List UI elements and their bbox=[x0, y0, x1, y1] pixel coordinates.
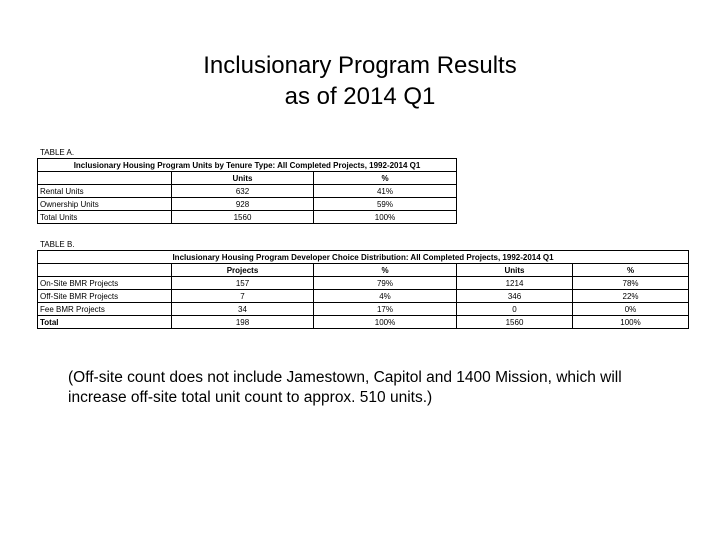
row-label: Off-Site BMR Projects bbox=[38, 290, 172, 303]
table-a-title: Inclusionary Housing Program Units by Tenure Type: All Completed Projects, 1992-2014 Q1 bbox=[38, 159, 457, 172]
table-row bbox=[38, 303, 689, 316]
table-a-header-units: Units bbox=[172, 172, 314, 185]
row-pct1: 4% bbox=[314, 290, 457, 303]
table-a-title-row bbox=[38, 159, 457, 172]
table-row bbox=[38, 211, 457, 224]
row-units: 346 bbox=[457, 290, 573, 303]
table-row-total bbox=[38, 316, 689, 329]
table-b-label: TABLE B. bbox=[40, 240, 75, 249]
footnote: (Off-site count does not include Jamestown, Capitol and 1400 Mission, which will increase off-site total unit count to approx. 510 units.) bbox=[68, 369, 622, 406]
table-b-header-projects: Projects bbox=[172, 264, 314, 277]
table-row bbox=[38, 198, 457, 211]
row-label: On-Site BMR Projects bbox=[38, 277, 172, 290]
row-pct2: 100% bbox=[573, 316, 689, 329]
slide-title-line2: as of 2014 Q1 bbox=[284, 83, 436, 110]
table-b-header-pct2: % bbox=[573, 264, 689, 277]
row-pct1: 79% bbox=[314, 277, 457, 290]
row-label: Ownership Units bbox=[38, 198, 172, 211]
row-label: Rental Units bbox=[38, 185, 172, 198]
row-pct: 100% bbox=[314, 211, 457, 224]
row-units: 928 bbox=[172, 198, 314, 211]
row-label: Total Units bbox=[38, 211, 172, 224]
table-row bbox=[38, 290, 689, 303]
row-projects: 157 bbox=[172, 277, 314, 290]
row-units: 1560 bbox=[457, 316, 573, 329]
row-label: Total bbox=[38, 316, 172, 329]
slide-title bbox=[0, 50, 720, 112]
table-b-title-row bbox=[38, 251, 689, 264]
row-label: Fee BMR Projects bbox=[38, 303, 172, 316]
row-pct2: 0% bbox=[573, 303, 689, 316]
row-units: 1214 bbox=[457, 277, 573, 290]
row-pct: 59% bbox=[314, 198, 457, 211]
table-a-header-blank bbox=[38, 172, 172, 185]
row-projects: 34 bbox=[172, 303, 314, 316]
row-units: 1560 bbox=[172, 211, 314, 224]
table-b-header-blank bbox=[38, 264, 172, 277]
row-pct2: 22% bbox=[573, 290, 689, 303]
table-b-header-pct1: % bbox=[314, 264, 457, 277]
row-pct1: 17% bbox=[314, 303, 457, 316]
table-b-title: Inclusionary Housing Program Developer Choice Distribution: All Completed Projects, 1992-2014 Q1 bbox=[38, 251, 689, 264]
row-projects: 198 bbox=[172, 316, 314, 329]
table-a bbox=[37, 158, 457, 224]
table-a-header-pct: % bbox=[314, 172, 457, 185]
table-b-header-row bbox=[38, 264, 689, 277]
row-projects: 7 bbox=[172, 290, 314, 303]
row-units: 0 bbox=[457, 303, 573, 316]
row-pct1: 100% bbox=[314, 316, 457, 329]
table-b-header-units: Units bbox=[457, 264, 573, 277]
table-b bbox=[37, 250, 689, 329]
slide-title-line1: Inclusionary Program Results bbox=[203, 52, 517, 79]
table-a-header-row bbox=[38, 172, 457, 185]
table-row bbox=[38, 277, 689, 290]
row-pct: 41% bbox=[314, 185, 457, 198]
row-units: 632 bbox=[172, 185, 314, 198]
table-row bbox=[38, 185, 457, 198]
table-a-label: TABLE A. bbox=[40, 148, 75, 157]
row-pct2: 78% bbox=[573, 277, 689, 290]
